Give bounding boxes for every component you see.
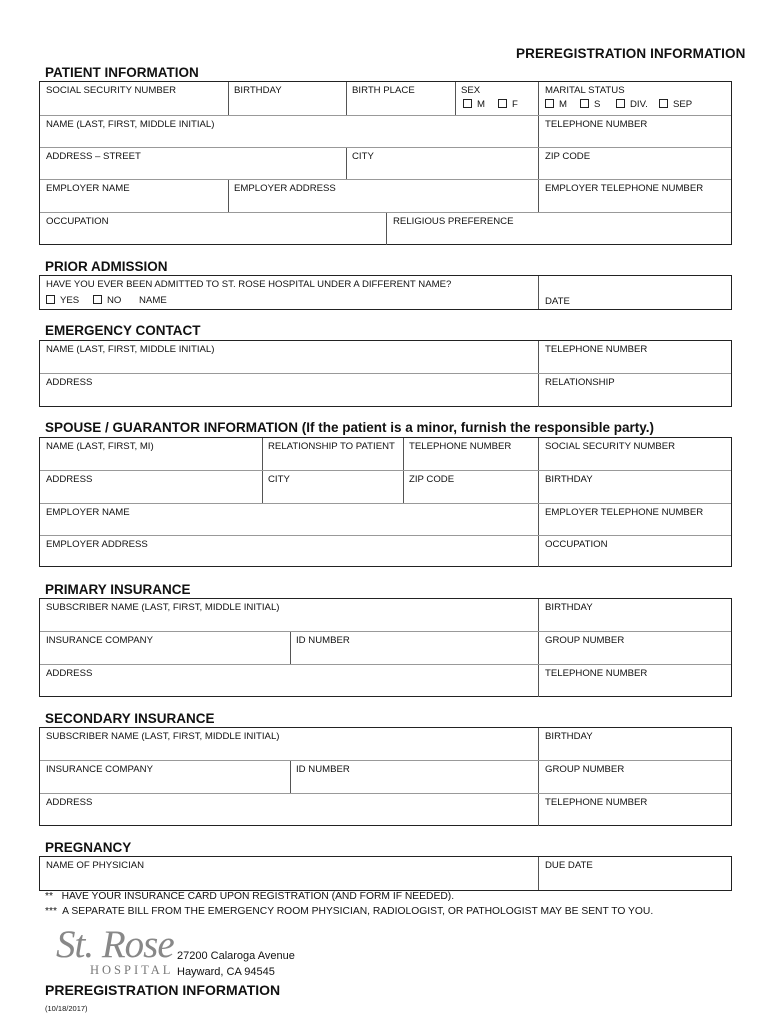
spouse-address-field[interactable]: ADDRESS: [46, 474, 93, 485]
primary-telephone-field[interactable]: TELEPHONE NUMBER: [545, 668, 648, 679]
marital-s-option[interactable]: S: [580, 99, 600, 110]
prior-no-option[interactable]: NO: [93, 295, 121, 306]
secondary-birthday-field[interactable]: BIRTHDAY: [545, 731, 593, 742]
spouse-city-field[interactable]: CITY: [268, 474, 290, 485]
spouse-birthday-field[interactable]: BIRTHDAY: [545, 474, 593, 485]
marital-div-option[interactable]: DIV.: [616, 99, 648, 110]
emergency-telephone-field[interactable]: TELEPHONE NUMBER: [545, 344, 648, 355]
prior-no-checkbox[interactable]: [93, 295, 102, 304]
ssn-field[interactable]: SOCIAL SECURITY NUMBER: [46, 85, 177, 96]
emergency-address-field[interactable]: ADDRESS: [46, 377, 93, 388]
marital-m-checkbox[interactable]: [545, 99, 554, 108]
emergency-contact-table: [39, 340, 732, 407]
primary-insurance-title: PRIMARY INSURANCE: [45, 582, 191, 597]
spouse-name-field[interactable]: NAME (LAST, FIRST, MI): [46, 441, 154, 452]
spouse-occupation-field[interactable]: OCCUPATION: [545, 539, 608, 550]
emergency-contact-title: EMERGENCY CONTACT: [45, 323, 201, 338]
spouse-employer-telephone-field[interactable]: EMPLOYER TELEPHONE NUMBER: [545, 507, 704, 518]
spouse-employer-name-field[interactable]: EMPLOYER NAME: [46, 507, 130, 518]
hospital-city-address: Hayward, CA 94545: [177, 966, 275, 978]
employer-name-field[interactable]: EMPLOYER NAME: [46, 183, 130, 194]
secondary-telephone-field[interactable]: TELEPHONE NUMBER: [545, 797, 648, 808]
prior-admission-title: PRIOR ADMISSION: [45, 259, 168, 274]
patient-telephone-field[interactable]: TELEPHONE NUMBER: [545, 119, 648, 130]
employer-telephone-field[interactable]: EMPLOYER TELEPHONE NUMBER: [545, 183, 704, 194]
spouse-zip-field[interactable]: ZIP CODE: [409, 474, 455, 485]
st-rose-logo: St. Rose: [56, 923, 174, 966]
prior-admission-question: HAVE YOU EVER BEEN ADMITTED TO ST. ROSE HOSPITAL UNDER A DIFFERENT NAME?: [46, 279, 452, 290]
marital-m-option[interactable]: M: [545, 99, 567, 110]
patient-table: [39, 81, 732, 245]
sex-f-checkbox[interactable]: [498, 99, 507, 108]
patient-name-field[interactable]: NAME (LAST, FIRST, MIDDLE INITIAL): [46, 119, 215, 130]
patient-section-title: PATIENT INFORMATION: [45, 65, 199, 80]
secondary-id-field[interactable]: ID NUMBER: [296, 764, 350, 775]
hospital-street-address: 27200 Calaroga Avenue: [177, 950, 295, 962]
spouse-relationship-field[interactable]: RELATIONSHIP TO PATIENT: [268, 441, 395, 452]
employer-address-field[interactable]: EMPLOYER ADDRESS: [234, 183, 336, 194]
secondary-company-field[interactable]: INSURANCE COMPANY: [46, 764, 153, 775]
separate-bill-note: *** A SEPARATE BILL FROM THE EMERGENCY ROOM PHYSICIAN, RADIOLOGIST, OR PATHOLOGIST MAY BE SENT TO YOU.: [45, 906, 654, 917]
hospital-logo-text: HOSPITAL: [90, 963, 174, 977]
secondary-address-field[interactable]: ADDRESS: [46, 797, 93, 808]
pregnancy-table: [39, 856, 732, 891]
insurance-card-note: ** HAVE YOUR INSURANCE CARD UPON REGISTRATION (AND FORM IF NEEDED).: [45, 891, 455, 902]
sex-m-option[interactable]: M: [463, 99, 485, 110]
emergency-relationship-field[interactable]: RELATIONSHIP: [545, 377, 615, 388]
prior-admission-table: [39, 275, 732, 310]
primary-company-field[interactable]: INSURANCE COMPANY: [46, 635, 153, 646]
spouse-ssn-field[interactable]: SOCIAL SECURITY NUMBER: [545, 441, 676, 452]
spouse-guarantor-title: SPOUSE / GUARANTOR INFORMATION (If the patient is a minor, furnish the responsible party.): [45, 420, 655, 435]
spouse-telephone-field[interactable]: TELEPHONE NUMBER: [409, 441, 512, 452]
patient-address-field[interactable]: ADDRESS – STREET: [46, 151, 141, 162]
patient-city-field[interactable]: CITY: [352, 151, 374, 162]
physician-field[interactable]: NAME OF PHYSICIAN: [46, 860, 145, 871]
marital-s-checkbox[interactable]: [580, 99, 589, 108]
document-title: PREREGISTRATION INFORMATION: [516, 46, 746, 61]
sex-label: SEX: [461, 85, 481, 96]
secondary-insurance-title: SECONDARY INSURANCE: [45, 711, 215, 726]
primary-group-field[interactable]: GROUP NUMBER: [545, 635, 625, 646]
prior-name-field[interactable]: NAME: [139, 295, 167, 306]
revision-date: (10/18/2017): [45, 1004, 88, 1013]
marital-sep-checkbox[interactable]: [659, 99, 668, 108]
spouse-employer-address-field[interactable]: EMPLOYER ADDRESS: [46, 539, 148, 550]
marital-sep-option[interactable]: SEP: [659, 99, 692, 110]
primary-subscriber-field[interactable]: SUBSCRIBER NAME (LAST, FIRST, MIDDLE INITIAL): [46, 602, 280, 613]
marital-div-checkbox[interactable]: [616, 99, 625, 108]
primary-insurance-table: [39, 598, 732, 697]
secondary-group-field[interactable]: GROUP NUMBER: [545, 764, 625, 775]
primary-birthday-field[interactable]: BIRTHDAY: [545, 602, 593, 613]
primary-address-field[interactable]: ADDRESS: [46, 668, 93, 679]
birth-place-field[interactable]: BIRTH PLACE: [352, 85, 415, 96]
secondary-insurance-table: [39, 727, 732, 826]
occupation-field[interactable]: OCCUPATION: [46, 216, 109, 227]
emergency-name-field[interactable]: NAME (LAST, FIRST, MIDDLE INITIAL): [46, 344, 215, 355]
footer-title: PREREGISTRATION INFORMATION: [45, 982, 281, 998]
primary-id-field[interactable]: ID NUMBER: [296, 635, 350, 646]
sex-m-checkbox[interactable]: [463, 99, 472, 108]
prior-yes-checkbox[interactable]: [46, 295, 55, 304]
secondary-subscriber-field[interactable]: SUBSCRIBER NAME (LAST, FIRST, MIDDLE INITIAL): [46, 731, 280, 742]
marital-status-label: MARITAL STATUS: [545, 85, 625, 96]
pregnancy-title: PREGNANCY: [45, 840, 132, 855]
prior-date-field[interactable]: DATE: [545, 296, 570, 307]
sex-f-option[interactable]: F: [498, 99, 518, 110]
spouse-guarantor-table: [39, 437, 732, 567]
birthday-field[interactable]: BIRTHDAY: [234, 85, 282, 96]
religious-preference-field[interactable]: RELIGIOUS PREFERENCE: [393, 216, 514, 227]
due-date-field[interactable]: DUE DATE: [545, 860, 593, 871]
prior-yes-option[interactable]: YES: [46, 295, 79, 306]
patient-zip-field[interactable]: ZIP CODE: [545, 151, 591, 162]
